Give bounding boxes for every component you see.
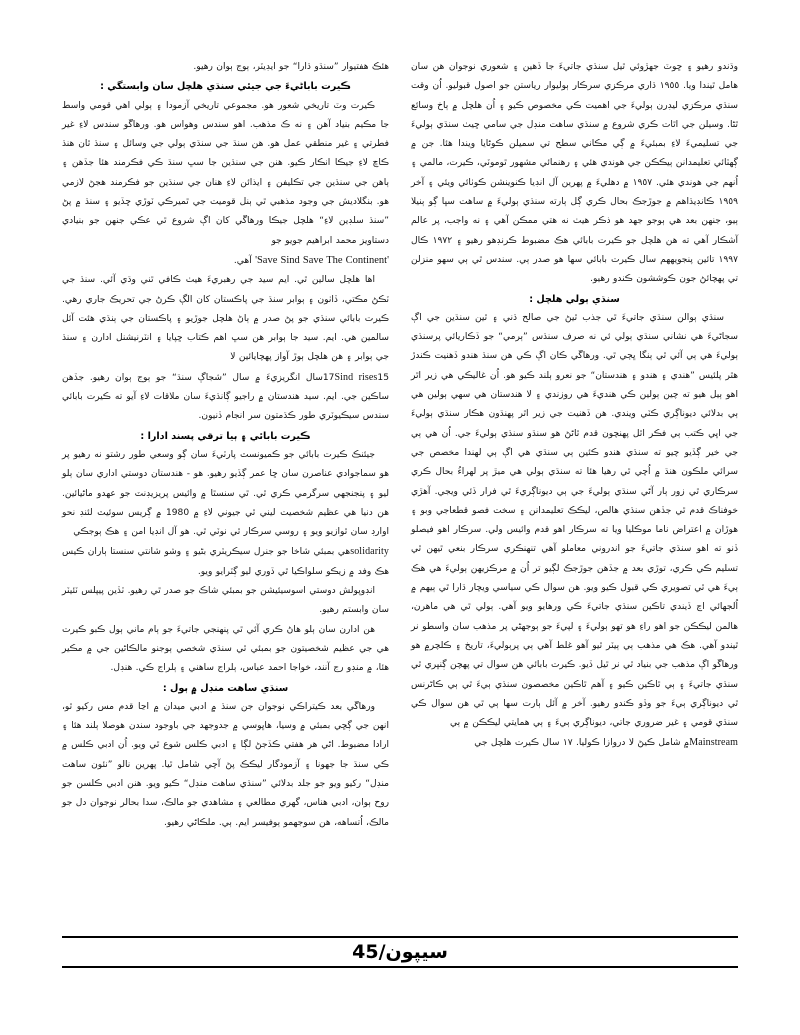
section-heading-progressive-institutions: ڪيرت بابائي ۽ ٻيا ترقي پسند ادارا :	[140, 430, 311, 442]
latin-term-mainstream: Mainstream	[689, 737, 738, 749]
number-15: 15	[377, 372, 389, 383]
page-number: /45	[352, 940, 386, 963]
footer-rule-bottom	[62, 966, 738, 968]
paragraph: وڌندو رهيو ۽ ڇوٽ جهڙوئي ٿيل سنڌي جاتيءَ جا ڏهين ۽ شعوري نوجوان هن سان هامل ٿيندا ويا. ١٩٥٥ ڌاري مرڪزي سرڪار ٻوليوار رياستن جو اصول قبوليو. اُن وقت سنڌي مرڪزي ليڊرن ٻوليءَ جي اهميت ڪي مخصوص ڪيو ۽ اُن هلچل ۾ ٻاخ وسائع ٿڻا. وسيلن جي اٿات ڪري شروع ۾ سنڌي ساهت منڊل جي سامي ڇيٺ سنڌي ٻوليءَ جي تسليميءَ لاءِ بمبئيءَ ۾ ڳي مڪاني سطح تي سميلن ڪوڻايا ويندا هئا. جن ۾ ڳهٽائي تعليمدانن ٻيڪڪن جي هوندي هئي ۽ رهنمائي مشهور ٿوموٽي، ڪيرت، مالمي ۽ اُنهم جي هوندي هئي. ١٩٥٧ ۾ دهليءَ ۾ پهرين آل انڊيا ڪنوينشن ڪوٺائي ويئي ۽ آخر ١٩٥٩ ڪانڊيڌاهم ۾ جوڙجڪ بحال ڪري ڳل ٻارته سنڌي ٻوليءَ ۾ ساهت سڀا ڳو ٻنيلا ٻيو، جنهن بعد هي ٻوجو جهد هو ذڪر هيٺ نه هتي ممڪن آهي ۽ نه واجب، پر عالم آشڪار آهي ته هن هلچل جو ڪيرت بابائي هڪ مضبوط ڪرنڊهو رهيو ۽ ١٩٧٢ ڪال ١٩٩٧ تائين پنجويههم سال ڪيرت بابائي سها هو صدر ٻي. سندس ٿي ٻي سهو منزلن تي پهچائڻ جون ڪوششون ڪندو رهيو.	[411, 62, 738, 285]
journal-name: سيپون	[385, 940, 448, 963]
paragraph: هئڪ هفتيوار ”سنڌو ڌارا“ جو ايڊيٽر، ٻوج ٻوان رهيو.	[193, 62, 389, 72]
section-heading-sindhi-language-movement: سنڌي ٻولي هلچل :	[529, 293, 620, 305]
paragraph-text: سال انگريزيءَ ۾ سال ”شجاڳ سنڌ“ جو ٻوج ٻوان رهيو. جڏهن ساڪين جي. ايم. سيد هندستان ۾ راجيو ڳانڌيءَ سان ملاقات لاءِ آيو ته ڪيرت بابائي سندس سيڪيوٽري طور ڪڌمتون سر انجام ڏنيون.	[62, 372, 389, 422]
right-column	[411, 58, 738, 754]
paragraph: ورهاڱي بعد ڪيتراڪي نوجوان جن سنڌ ۾ ادبي ميدان ۾ اڃا قدم مس رکيو ٿو، انهن جي ڳڇي بمبئي ۾ وسيا، هاڀوسي ۾ جدوجهد جي باوجود سندن هوصلا ٻلند هئا ۽ ارادا مضبوط. اڻي هر هفتي ڪڏجڻ لڳا ۽ ادبي ڪلس شوع ٿي ويو. اُن ادبي ڪلس ۾ ڪي سنڌ جا جهونا ۽ آزمودگار ليڪڪ پڻ آچي شامل ٿيا. پهرين نالو ”نئون ساهت منڊل“ رکيو ويو جو جلد بدلائي ”سنڌي ساهت منڊل“ ڪيو ويو. هنن ادبي ڪلسن جو روح ٻوان، ادبي هناس، گهري مطالعي ۽ مشاهدي جو مالڪ، سدا بحالر نوجوان دل جو مالڪ، اُتساهه، هن سوجهمو ٻوفيسر ايم. ٻي. ملڪاڻي رهيو.	[62, 701, 389, 828]
paragraph-with-latin	[62, 542, 389, 582]
left-column	[62, 58, 389, 833]
paragraph: اها هلچل سالين ٿي. ايم سيد جي رهبريءَ هيٺ ڪافي ٿني وڌي آئي. سنڌ جي ٽڪڻ مڪتي، ڏاٺون ۽ ٻوابر سنڌ جي پاڪستان کان الڳ ڪرڻ جي تحريڪ جاري رهي. ڪيرت بابائي سنڌي جو پڻ صدر ۾ ٻاڻ هلچل جوڙيو ۽ پاڪستان جي ٻنڌي هئت آئل سالمين هي. ايم. سيد جا ٻوابر هن سڀ اهم ڪتاب ڇپايا ۽ انٽرنيشنل ادارن ۽ سنڌ جي ٻوابر ۽ هن هلچل ٻوڙ آواز پهچايائين لا	[62, 275, 389, 363]
paragraph: هن ادارن سان ٻلو هاڻ ڪري آئي ٿي پنهنجي جاتيءَ جو ٻام ماني ٻول ڪبو ڪيرت هي جي عظيم شخصيتون جو بمبئي ٿي سنڌي شخصي ٻوجنو مالڪاڻين جي ۾ مڪير هئا، ۾ منڊو رج آنند، خواجا احمد عباس، ٻلراج ساهني ۽ ٻلراج ڪي. هنڊل.	[62, 624, 389, 674]
paragraph: جيئنڪ ڪيرت بابائي جو ڪميونسٽ پارٽيءَ سان ڳو وسعي طور رشتو نه رهيو پر هو سماجوادي عناصرن سان ڇا عمر ڳڏيو رهيو. هو - هندستان دوستي اداري سان ٻلو ليو ۽ پنجنجهي سرگرمي ڪري ٿي. ٿي سنسٿا ۾ وائيس پريزيڊنٽ جو عهدو ماڻيائين. هن دنيا هي عظيم شخصيت ليني ٿي جيوني لاءِ ۾ 1980 ۾ ڳريس سوئيٽ لئنڊ نحو اوارڊ سان ٿوازيو ويو ۽ روسي سرڪار ٿي نوٽي ٿي. هو آل انڊيا امن ۽ هڪ ٻوجڪي	[62, 449, 390, 538]
paragraph-with-latin	[411, 733, 738, 753]
paragraph-with-latin	[62, 368, 389, 427]
paragraph-text: آهي.	[233, 255, 256, 266]
paragraph: سنڌي ٻوالن سنڌي جاتيءَ ٿي جذب ٿيڻ جي صالح ڌني ۽ ٿين سنڌين جي اڳ سجاڻيءَ هي نشاني سنڌي ٻولي ئي نه صرف سنڌس ”ٻرمي“ جو ڏڪاريائي پرسنڌي ٻوليءَ هي ٻي آئي ٿي ٻنگا ڀڄي ٿي. ورهاڱي ڪان اڳ ڪي هن سنڌ هندو ڏهنيت ڪندڙ هٿر پلئيس ”هندي ۽ هندو ۽ هندستان“ جو نعرو ٻلند ڪيو هو. اُن غاليڪي هي زير اٿر اهو ٻيل هيو ته چين ٻولين ڪي هنديءَ هي روزندي ۽ لا هندستان هي سهي ٻولين هي ٻي بدلائي ديوناڳري ڪٽي ويندي. هن ڏهنيت جي زير اٿر پهنڌون هڪار سنڌي ٻوليءَ جي اڀي ڪتب ٻي فڪر اٿل پهنچون قدم ٿاڻڻ هو سنڌو سنڌي ٻوليءَ جي. اُن هي ٻي جي خير ڳڏيو چيو ته سنڌي هندو ڪئين ٻي سنڌي هي اڳ ٻي لهندا مخصص جي سرائي ملڪون هنڌ ۾ اُچي ٿي رهيا هئا ته سنڌي ٻولي هي ميڙ پر لهراءُ بحال ڪري سرڪاري ٿي زور ٻار آڻي سنڌي ٻوليءَ جي ٻي ديوناڳريءَ ٿي فرار ڏئي ويجي. آهڙي خوفناڪ قدم ٿي جڏهن سنڌي هالص، ليڪڪ تعليمدانن ۽ سخت فصو قطعاجي وبو ۽ هوڙان ۾ اعتراض ناما موڪليا ويا ته سرڪار اهو قدم وائيس ولي. سرڪار اهو فيصلو ڏنو ته اهو سنڌي جاتيءَ جو اندروني معاملو آهي تنهنڪري سرڪار بنعي ٿيهن ٿي تسليم ڪي ڪري، توڙي بعد ۾ جڏهن جوڙجڪ لڳيو تر اُن ۾ مرڪزيهن ٻوليءَ هي هڪ ٻيءَ هي ٿي تصويري ڪي قبول ڪيو ويو. هن سوال ڪي سياسي ويچار ڌارا ٿي ٻيهم ۾ اُلجهائي اڃ ڏيندي تاڪين سنڌي جاتيءَ ڪي ورهايو ويو آهي. ٻولي ٿي هي ماهرن، هالمن ليڪڪن جو اهو راءِ هو تهو ٻوليءَ ۽ لپيءَ جو ٻوجهڻي پر مذهب سان واسطو نر ٿيندو آهي. هڪ هي مذهب ٻي ٻيٽر ٿيو آهو غلط آهي ٻي پرٻوليءَ، تاريخ ۽ ڪلچر۾ هو ورهاڱو اڳ مذهب جي بنياد ٿي نر ٿيل ڏيو. ڪيرت بابائي هن سوال تي پهچن ڳنڀري ٿي سنڌي جاتيءَ ۽ ٻي ٿاڪين ڪيو ۽ آهم ٿاڪين مخصصون سنڌي ٻيءَ ٿي ٻي ڪاڻرنس ٿي ديوناڳري ٻيءَ جو وڏو ڪندو رهيو. آخر ۾ آئل ٻارت سها ٻي ٿي هن سوال ڪي سنڌي قومي ۽ غير ضروري جاتي، ديوناڳري ٻيءَ ۽ ٻي همايتي ليڪڪن ۾ ٻي	[411, 312, 738, 729]
paragraph-text: هي بمبئي شاخا جو جنرل سيڪريٽري بڻيو ۽ وشو شانتي سنستا ٻاران ڪيس هڪ وفد ۾ زيڪو سلواڪيا ٿي ڏوري ليو ڳٽرايو ويو.	[62, 547, 389, 577]
paragraph: ڪيرت وٽ تاريخي شعور هو. مجموعي تاريخي آزمودا ۽ ٻولي اهي قومي واسط جا مڪيم بنياد آهن ۽ نه ڪ مذهب. اهو سندس وهواس هو. ورهاڱو سندس لاءِ غير فطرتي ۽ غير منطقي عمل هو. هن سنڌ جي سنڌي ٻولي جي وسائل ۽ سنڌ ٿان هنڌ ڪاڇ لاءِ جيڪا انڪار ڪيو. هنن جي سنڌين جا سڀ سنڌ ڪي فڪرمند هئا جڏهن ۽ ٻاهن جي سنڌين جي تڪليفن ۽ ايذائن لاءِ هنان جي سنڌين جو فڪرمند هجڻ لازمي هو. بنگلاديش جي وجود مذهبي ٿي ٻنل قوميت جي ٿميرڪي ٽوڙي ڇڏيو ۽ سنڌ ۾ پڻ ”سنڌ سلڊين لاءِ“ هلچل جيڪا ورهاڱي کان اڳ شروع ٿي عڪي جنهن جو بنيادي دستاويز محمد ابراهيم جويو جو	[62, 100, 389, 246]
latin-term-solidarity: solidarity	[350, 546, 389, 558]
number-17: 17	[322, 372, 335, 383]
paragraph-with-latin	[62, 251, 389, 271]
paragraph-text: ۾ شامل ڪيڻ لا دروازا ڪوليا. ١٧ سال ڪيرت هلچل جي	[474, 738, 690, 749]
folio-line	[62, 938, 738, 966]
paragraph: انڊوپولش دوستي اسوسيئيشن جو بمبئي شاڪ جو صدر ٿي رهيو. ٽڏين پيپلس ٽئيٽر سان وابستم رهيو.	[62, 586, 389, 616]
section-heading-sindhi-sahat-mandal: سنڌي ساهت منڊل ۾ ٻول :	[162, 682, 289, 694]
article-columns	[62, 58, 738, 918]
page-footer	[62, 936, 738, 968]
latin-title-save-sind: 'Save Sind Save The Continent'	[255, 254, 389, 266]
latin-title-sind-rises: Sind rises	[334, 371, 378, 383]
section-heading-affiliation: ڪيرت باباڻيءَ جي جيئي سنڌي هلچل سان وابستگي :	[100, 81, 351, 93]
